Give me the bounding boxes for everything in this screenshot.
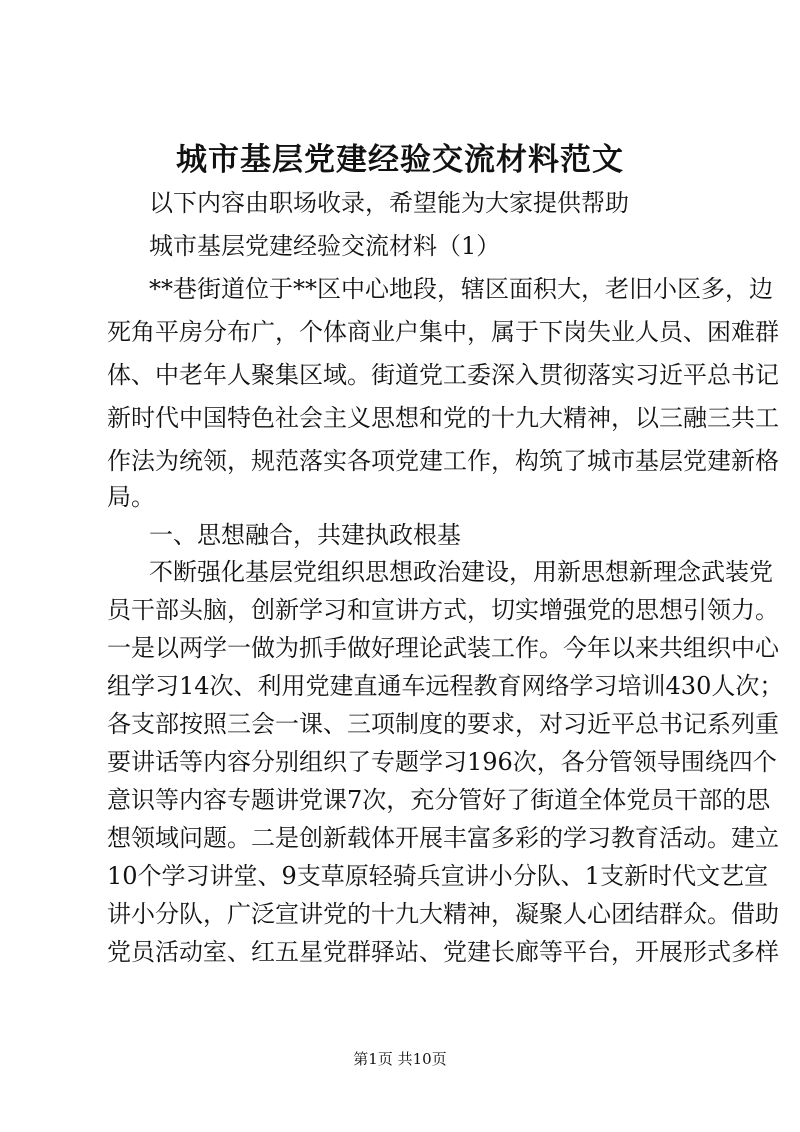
paragraph-line: 组学习14次、利用党建直通车远程教育网络学习培训430人次； bbox=[107, 672, 784, 700]
paragraph-line: 局。 bbox=[107, 483, 155, 511]
paragraph-line: 10个学习讲堂、9支草原轻骑兵宣讲小分队、1支新时代文艺宣 bbox=[107, 862, 769, 890]
paragraph-line: 不断强化基层党组织思想政治建设，用新思想新理念武装党 bbox=[149, 558, 773, 586]
paragraph-line: **巷街道位于**区中心地段，辖区面积大，老旧小区多，边 bbox=[149, 275, 773, 303]
paragraph-line: 意识等内容专题讲党课7次，充分管好了街道全体党员干部的思 bbox=[107, 786, 771, 814]
paragraph-line: 死角平房分布广，个体商业户集中，属于下岗失业人员、困难群 bbox=[107, 318, 779, 346]
paragraph-line: 一是以两学一做为抓手做好理论武装工作。今年以来共组织中心 bbox=[107, 634, 779, 662]
paragraph-line: 新时代中国特色社会主义思想和党的十九大精神，以三融三共工 bbox=[107, 404, 779, 432]
page-footer: 第1页 共10页 bbox=[353, 1050, 447, 1068]
paragraph-line: 员干部头脑，创新学习和宣讲方式，切实增强党的思想引领力。 bbox=[107, 596, 779, 624]
document-title: 城市基层党建经验交流材料范文 bbox=[176, 142, 624, 178]
paragraph-line: 要讲话等内容分别组织了专题学习196次，各分管领导围绕四个 bbox=[107, 748, 777, 776]
paragraph-line: 想领域问题。二是创新载体开展丰富多彩的学习教育活动。建立 bbox=[107, 824, 779, 852]
paragraph-line: 作法为统领，规范落实各项党建工作，构筑了城市基层党建新格 bbox=[107, 447, 779, 475]
paragraph-line: 体、中老年人聚集区域。街道党工委深入贯彻落实习近平总书记 bbox=[107, 361, 779, 389]
paragraph-line: 党员活动室、红五星党群驿站、党建长廊等平台，开展形式多样 bbox=[107, 938, 779, 966]
section-heading: 城市基层党建经验交流材料（1） bbox=[149, 232, 501, 260]
intro-line: 以下内容由职场收录，希望能为大家提供帮助 bbox=[149, 189, 629, 217]
paragraph-line: 各支部按照三会一课、三项制度的要求，对习近平总书记系列重 bbox=[107, 710, 779, 738]
subsection-heading: 一、思想融合，共建执政根基 bbox=[149, 521, 461, 549]
paragraph-line: 讲小分队，广泛宣讲党的十九大精神，凝聚人心团结群众。借助 bbox=[107, 900, 779, 928]
